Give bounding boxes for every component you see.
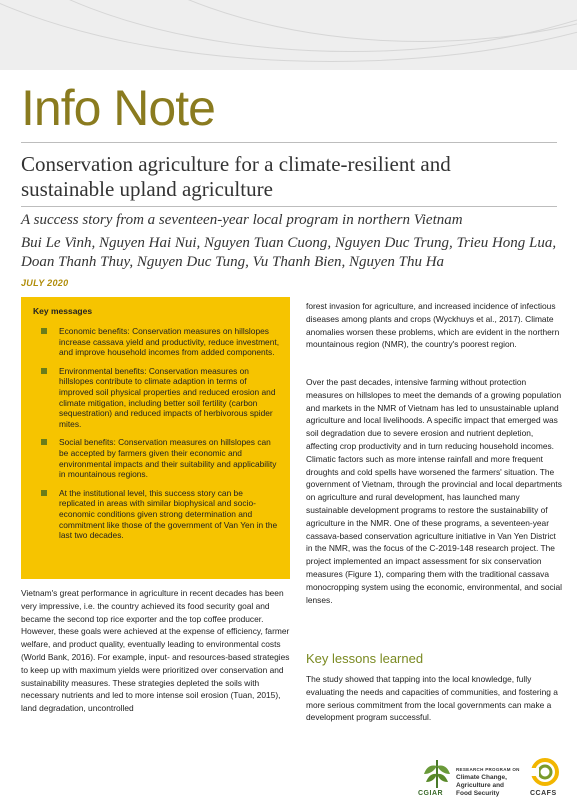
program-line: Agriculture and [456,782,505,789]
body-paragraph: The study showed that tapping into the local knowledge, fully evaluating the needs and capacities of communities, and fostering a more serious commitment from the local governments can make a development program successful. [306,674,558,723]
section-heading: Key lessons learned [306,651,424,666]
headline: Conservation agriculture for a climate-resilient and sustainable upland agriculture [21,152,451,201]
body-paragraph: forest invasion for agriculture, and increased incidence of infectious diseases among plants and crops (Wyckhuys et al., 2017). Climate anomalies worsen these problems, which are evident in the northern mountainous region (NMR), the country's poorest region. [306,301,560,350]
key-message-text: Environmental benefits: Conservation measures on hillslopes contribute to climate adaption in terms of improved soil physical properties and reduced erosion and climate mitigation, including better soil fertility (carbon sequestration) and reduced impacts of herbivorous spider mites. [59,365,276,429]
program-label [456,766,520,798]
key-message-item [33,437,280,479]
publication-date: JULY 2020 [21,278,69,288]
ccafs-label: CCAFS [530,790,557,797]
bullet-square-icon [41,439,47,445]
ccafs-logo-icon [531,758,559,788]
body-paragraph: Over the past decades, intensive farming without protection measures on hillslopes to meet the demands of a growing population and markets in the NMR of Vietnam has led to unsustainable upland agriculture and local livelihoods. A specific impact that emerged was soil degradation due to severe erosion and nutrient depletion, affecting crop productivity and in turn reducing household incomes. Climatic factors such as more intense rainfall and more frequent droughts and cold spells have worsened the farmers' situation. The government of Vietnam, through the provincial and local departments on agriculture and rural development, has launched many sustainable development programs to restore the sustainability of agriculture in the NMR. One of these programs, a seventeen-year cassava-based conservation agriculture initiative in Van Yen District in the NMR, was the focus of the C-2019-148 research project. The project implemented an impact assessment for six conservation measures (Figure 1), comparing them with the traditional cassava monocropping system using the economic, environmental, and social lenses. [306,377,563,605]
program-line: Food Security [456,790,500,797]
key-message-text: At the institutional level, this success story can be replicated in areas with similar biophysical and socio-economic conditions given strong determination and commitment like those of the government of Van Yen in the last two decades. [59,487,278,541]
cgiar-logo-icon [420,758,454,790]
cgiar-label: CGIAR [418,790,444,797]
subtitle: A success story from a seventeen-year local program in northern Vietnam [21,212,463,228]
program-line: Climate Change, [456,774,507,781]
authors: Bui Le Vinh, Nguyen Hai Nui, Nguyen Tuan Cuong, Nguyen Duc Trung, Trieu Hong Lua, Doan Thanh Thuy, Nguyen Duc Tung, Vu Thanh Bien, Nguyen Thu Ha [21,235,557,270]
divider [21,206,557,207]
page-title: Info Note [21,80,215,136]
header-band [0,0,577,70]
divider [21,142,557,143]
key-message-item [33,326,280,358]
key-message-item [33,366,280,430]
key-messages-heading: Key messages [33,306,93,316]
body-paragraph: Vietnam's great performance in agriculture in recent decades has been very impressive, i.e. the country achieved its food security goal and became the second top rice exporter and the top coffee producer. However, these goals were achieved at the expense of efficiency, farmer welfare, and product quality, eventually leading to environmental costs (World Bank, 2016). For example, input- and resources-based strategies to keep up with maximum yields were prioritized over conservation and sustainability measures. These strategies depleted the soils with necessary nutrients and led to more intense soil erosion (Tuan, 2015), land degradation, uncontrolled [21,588,290,714]
key-messages-box [21,297,290,579]
program-small-label: RESEARCH PROGRAM ON [456,767,520,772]
key-message-text: Social benefits: Conservation measures on hillslopes can be accepted by farmers given their economic and environmental impacts and their suitability and applicability in mountainous regions. [59,437,277,480]
bullet-square-icon [41,490,47,496]
key-message-text: Economic benefits: Conservation measures on hillslopes increase cassava yield and productivity, reduce investment, and improve household incomes from added components. [59,326,280,358]
bullet-square-icon [41,328,47,334]
key-message-item [33,488,280,541]
bullet-square-icon [41,368,47,374]
